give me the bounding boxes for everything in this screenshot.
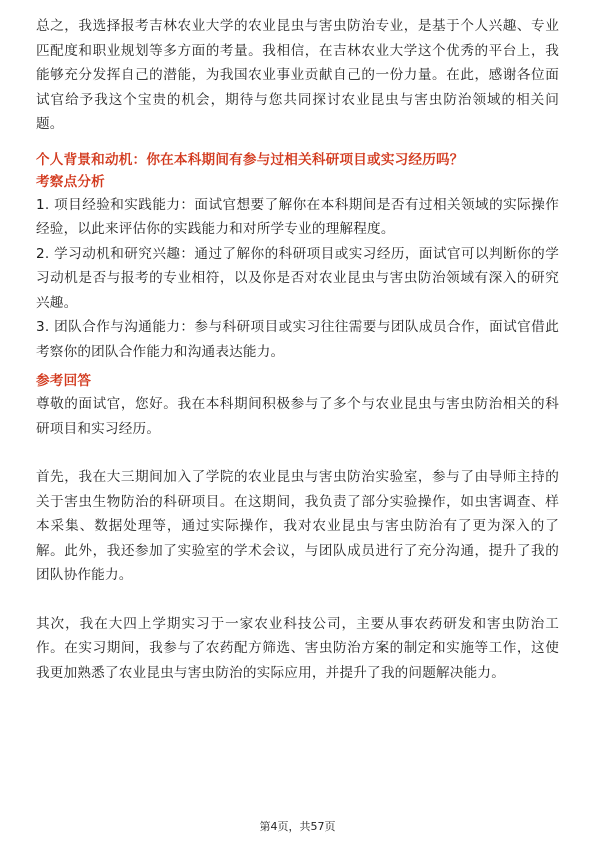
analysis-item: 3. 团队合作与沟通能力：参与科研项目或实习往往需要与团队成员合作，面试官借此考察你的团队合作能力和沟通表达能力。 (36, 319, 559, 360)
intro-paragraph: 总之，我选择报考吉林农业大学的农业昆虫与害虫防治专业，是基于个人兴趣、专业匹配度和职业规划等多方面的考量。我相信，在吉林农业大学这个优秀的平台上，我能够充分发挥自己的潜能，为我国农业事业贡献自己的一份力量。在此，感谢各位面试官给予我这个宝贵的机会，期待与您共同探讨农业昆虫与害虫防治领域的相关问题。 (36, 18, 559, 132)
analysis-item: 1. 项目经验和实践能力：面试官想要了解你在本科期间是否有过相关领域的实际操作经验，以此来评估你的实践能力和对所学专业的理解程度。 (36, 196, 559, 237)
analysis-heading: 考察点分析 (36, 173, 105, 190)
answer-heading: 参考回答 (36, 373, 92, 389)
page-number: 第4页，共57页 (259, 820, 336, 833)
document-page (36, 14, 559, 685)
question-heading: 个人背景和动机：你在本科期间有参与过相关科研项目或实习经历吗？ (36, 151, 464, 168)
analysis-item: 2. 学习动机和研究兴趣：通过了解你的科研项目或实习经历，面试官可以判断你的学习动机是否与报考的专业相符，以及你是否对农业昆虫与害虫防治领域有深入的研究兴趣。 (36, 245, 559, 311)
answer-paragraph: 首先，我在大三期间加入了学院的农业昆虫与害虫防治实验室，参与了由导师主持的关于害虫生物防治的科研项目。在这期间，我负责了部分实验操作，如虫害调查、样本采集、数据处理等，通过实际操作，我对农业昆虫与害虫防治有了更为深入的了解。此外，我还参加了实验室的学术会议，与团队成员进行了充分沟通，提升了我的团队协作能力。 (36, 469, 559, 583)
answer-paragraph: 尊敬的面试官，您好。我在本科期间积极参与了多个与农业昆虫与害虫防治相关的科研项目和实习经历。 (36, 396, 559, 437)
answer-paragraph: 其次，我在大四上学期实习于一家农业科技公司，主要从事农药研发和害虫防治工作。在实习期间，我参与了农药配方筛选、害虫防治方案的制定和实施等工作，这使我更加熟悉了农业昆虫与害虫防治的实际应用，并提升了我的问题解决能力。 (36, 615, 559, 681)
